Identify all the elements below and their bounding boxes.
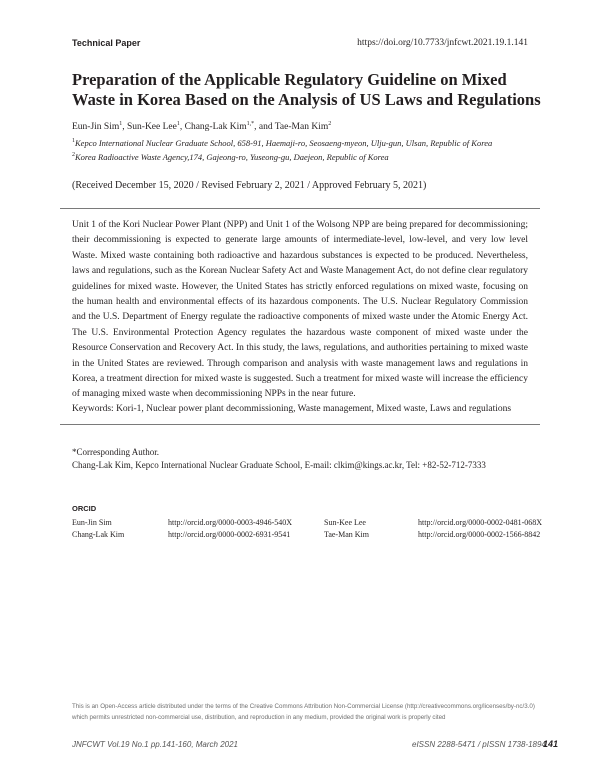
abstract-text: Unit 1 of the Kori Nuclear Power Plant (NPP) and Unit 1 of the Wolsong NPP are being prepared for decommissioning; their decommissioning is expected to generate large amounts of intermediate-level, low-level, and very low level Waste. Mixed waste containing both radioactive and hazardous substances is expected to be produced. Nevertheless, laws and regulations, such as the Korean Nuclear Safety Act and Waste Management Act, do not define clear regulatory guidelines for mixed waste. However, the United States has strictly enforced regulations on mixed waste, focusing on the human health and environmental effects of its hazardous components. The U.S. Nuclear Regulatory Commission and the U.S. Department of Energy regulate the radioactive components of mixed waste under the Atomic Energy Act. The U.S. Environmental Protection Agency regulates the hazardous waste component of mixed waste under the Resource Conservation and Recovery Act. In this study, the laws, regulations, and authorities pertaining to mixed waste in the United States are reviewed. Through comparison and analysis with waste management laws and regulations in Korea, a treatment direction for mixed waste is suggested. Such a treatment for mixed waste will increase the efficiency of managing mixed waste when decommissioning NPPs in the near future. xyxy=(72,220,528,400)
issn-info: eISSN 2288-5471 / pISSN 1738-1894 xyxy=(412,740,546,749)
orcid-row xyxy=(72,518,552,530)
author-name: Sun-Kee Lee xyxy=(127,122,177,132)
doi-link[interactable]: https://doi.org/10.7733/jnfcwt.2021.19.1.141 xyxy=(357,38,528,48)
orcid-link[interactable]: http://orcid.org/0000-0003-4946-540X xyxy=(168,518,293,527)
orcid-link[interactable]: http://orcid.org/0000-0002-1566-8842 xyxy=(418,530,541,539)
received-dates: (Received December 15, 2020 / Revised February 2, 2021 / Approved February 5, 2021) xyxy=(72,180,427,191)
journal-citation: JNFCWT Vol.19 No.1 pp.141-160, March 2021 xyxy=(72,740,239,749)
keywords: Keywords: Kori-1, Nuclear power plant decommissioning, Waste management, Mixed waste, Laws and regulations xyxy=(72,404,512,414)
paper-type-label: Technical Paper xyxy=(72,38,141,48)
orcid-author-name: Sun-Kee Lee xyxy=(324,518,366,527)
author-name: Eun-Jin Sim xyxy=(72,122,120,132)
author-name: Tae-Man Kim xyxy=(274,122,329,132)
corresponding-author-label: *Corresponding Author. xyxy=(72,447,159,457)
author-name: Chang-Lak Kim xyxy=(184,122,247,132)
orcid-link[interactable]: http://orcid.org/0000-0002-6931-9541 xyxy=(168,530,291,539)
author-affiliation-marker: 1 xyxy=(176,120,180,127)
author-affiliation-marker: 1,* xyxy=(246,120,255,127)
page-number: 141 xyxy=(543,739,559,749)
author-affiliation-marker: 2 xyxy=(328,120,332,127)
corresponding-author-details: Chang-Lak Kim, Kepco International Nuclear Graduate School, E-mail: clkim@kings.ac.kr, Tel: +82-52-712-7333 xyxy=(72,460,486,470)
orcid-author-name: Eun-Jin Sim xyxy=(72,518,112,527)
divider-bottom xyxy=(60,424,540,425)
affiliation-marker: 2 xyxy=(72,152,75,159)
affiliation-marker: 1 xyxy=(72,138,75,145)
affiliation-text: Korea Radioactive Waste Agency,174, Gajeong-ro, Yuseong-gu, Daejeon, Republic of Korea xyxy=(75,152,389,162)
affiliation-1 xyxy=(72,138,492,148)
orcid-row xyxy=(72,530,552,542)
affiliation-2 xyxy=(72,152,389,162)
orcid-author-name: Tae-Man Kim xyxy=(324,530,369,539)
license-notice: This is an Open-Access article distributed under the terms of the Creative Commons Attribution Non-Commercial License (http://creativecommons.org/licenses/by-nc/3.0) which permits unrestricted non-commercial use, distribution, and reproduction in any medium, provided the original work is properly cited xyxy=(72,703,535,721)
orcid-heading: ORCID xyxy=(72,504,97,513)
author-list: Eun-Jin Sim$^1$, Sun-Kee Lee$^1$, Chang-Lak Kim$^{1,*}$, and Tae-Man Kim$^2$ xyxy=(72,120,332,132)
orcid-author-name: Chang-Lak Kim xyxy=(72,530,125,539)
affiliation-text: Kepco International Nuclear Graduate School, 658-91, Haemaji-ro, Seosaeng-myeon, Ulju-gun, Ulsan, Republic of Korea xyxy=(75,138,493,148)
orcid-link[interactable]: http://orcid.org/0000-0002-0481-068X xyxy=(418,518,543,527)
divider-top xyxy=(60,208,540,209)
paper-title: Preparation of the Applicable Regulatory Guideline on Mixed Waste in Korea Based on the Analysis of US Laws and Regulations xyxy=(72,70,541,109)
author-affiliation-marker: 1 xyxy=(119,120,123,127)
